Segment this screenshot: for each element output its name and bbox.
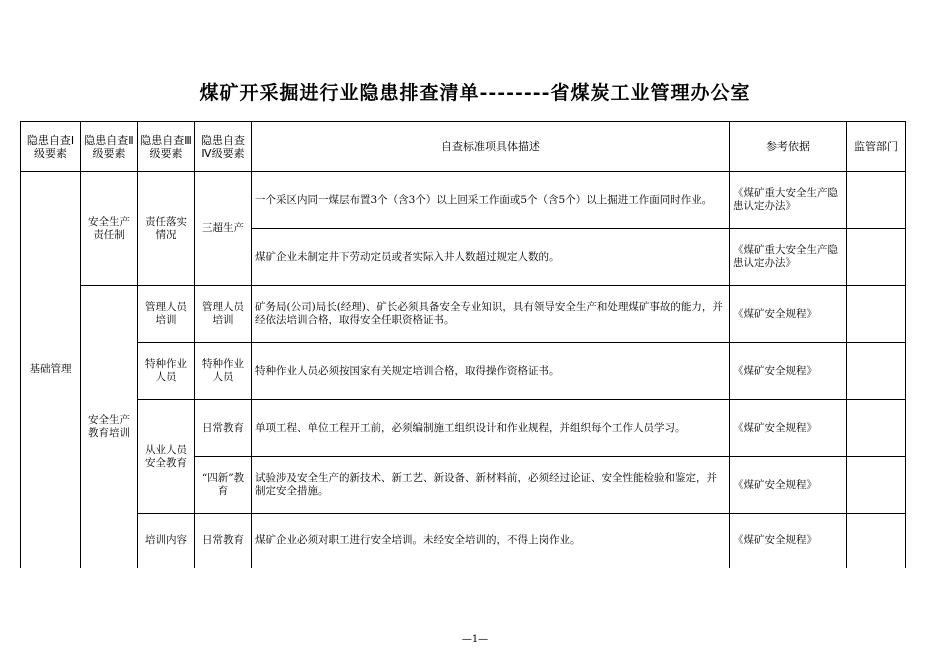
header-description: 自查标准项具体描述 (252, 122, 730, 172)
level1-cell: 基础管理 (21, 172, 81, 568)
reference-cell: 《煤矿安全规程》 (730, 343, 847, 400)
header-level4: 隐患自查Ⅳ级要素 (195, 122, 252, 172)
level3-cell: 责任落实情况 (138, 172, 195, 286)
reference-cell: 《煤矿重大安全生产隐患认定办法》 (730, 172, 847, 229)
reference-cell: 《煤矿安全规程》 (730, 400, 847, 457)
level4-cell: 三超生产 (195, 172, 252, 286)
department-cell (847, 400, 906, 457)
header-level2: 隐患自查Ⅱ级要素 (81, 122, 138, 172)
description-cell: 煤矿企业未制定井下劳动定员或者实际入井人数超过规定人数的。 (252, 229, 730, 286)
header-department: 监管部门 (847, 122, 906, 172)
department-cell (847, 457, 906, 514)
reference-cell: 《煤矿重大安全生产隐患认定办法》 (730, 229, 847, 286)
department-cell (847, 343, 906, 400)
department-cell (847, 514, 906, 568)
description-cell: 单项工程、单位工程开工前，必须编制施工组织设计和作业规程，并组织每个工作人员学习。 (252, 400, 730, 457)
department-cell (847, 172, 906, 229)
header-level1: 隐患自查Ⅰ级要素 (21, 122, 81, 172)
description-cell: 煤矿企业必须对职工进行安全培训。未经安全培训的，不得上岗作业。 (252, 514, 730, 568)
description-cell: 矿务局(公司)局长(经理)、矿长必须具备安全专业知识，具有领导安全生产和处理煤矿事故的能力，并经依法培训合格，取得安全任职资格证书。 (252, 286, 730, 343)
level3-cell: 特种作业人员 (138, 343, 195, 400)
hazard-checklist-table (20, 121, 906, 568)
level3-cell: 管理人员培训 (138, 286, 195, 343)
level3-cell: 培训内容 (138, 514, 195, 568)
level4-cell: 日常教育 (195, 514, 252, 568)
department-cell (847, 229, 906, 286)
level2-cell: 安全生产教育培训 (81, 286, 138, 568)
header-level3: 隐患自查Ⅲ级要素 (138, 122, 195, 172)
level4-cell: “四新”教育 (195, 457, 252, 514)
page-title: 煤矿开采掘进行业隐患排查清单--------省煤炭工业管理办公室 (199, 82, 751, 104)
header-reference: 参考依据 (730, 122, 847, 172)
description-cell: 特种作业人员必须按国家有关规定培训合格，取得操作资格证书。 (252, 343, 730, 400)
level4-cell: 管理人员培训 (195, 286, 252, 343)
level4-cell: 特种作业人员 (195, 343, 252, 400)
reference-cell: 《煤矿安全规程》 (730, 514, 847, 568)
reference-cell: 《煤矿安全规程》 (730, 286, 847, 343)
header-row (21, 122, 906, 172)
table-row (21, 343, 906, 400)
level2-cell: 安全生产责任制 (81, 172, 138, 286)
department-cell (847, 286, 906, 343)
table-row (21, 514, 906, 568)
description-cell: 试验涉及安全生产的新技术、新工艺、新设备、新材料前，必须经过论证、安全性能检验和鉴定，并制定安全措施。 (252, 457, 730, 514)
table-row (21, 400, 906, 457)
reference-cell: 《煤矿安全规程》 (730, 457, 847, 514)
table-row (21, 286, 906, 343)
level4-cell: 日常教育 (195, 400, 252, 457)
page-number: —1— (461, 634, 489, 645)
table-row (21, 172, 906, 229)
level3-cell: 从业人员安全教育 (138, 400, 195, 514)
description-cell: 一个采区内同一煤层布置3个（含3个）以上回采工作面或5个（含5个）以上掘进工作面同时作业。 (252, 172, 730, 229)
